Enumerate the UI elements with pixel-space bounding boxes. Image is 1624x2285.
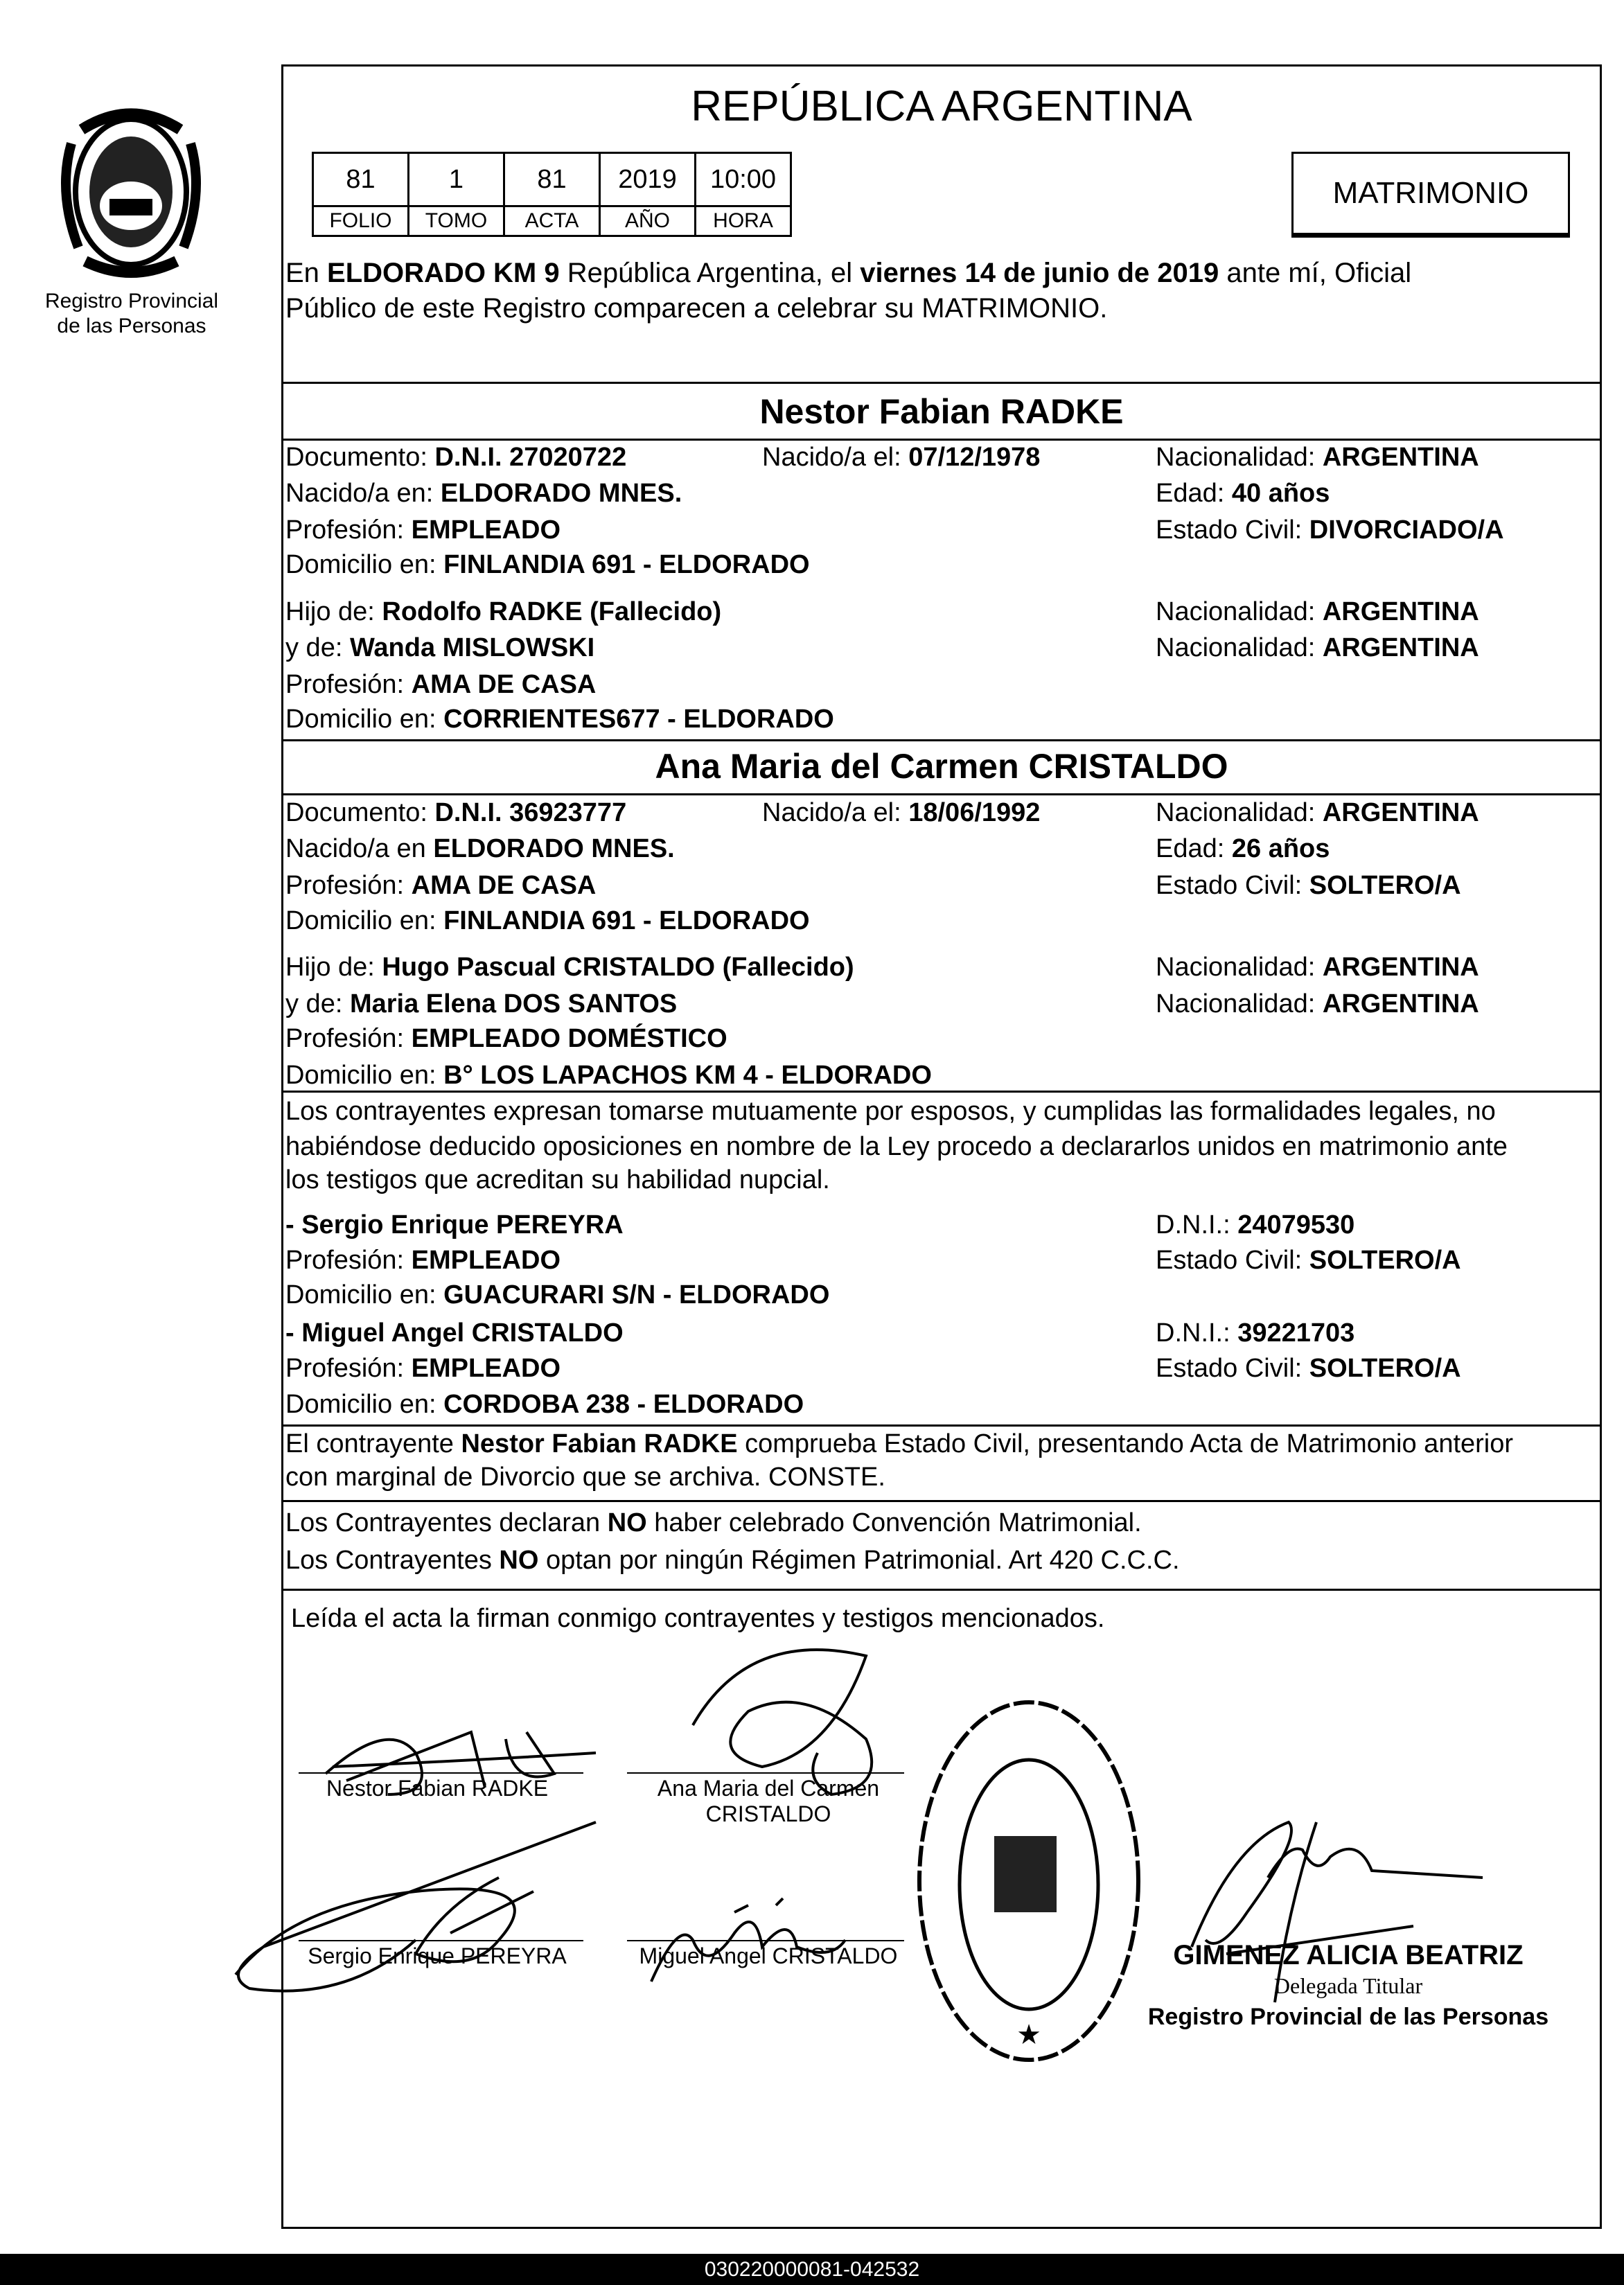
spouse2-civil-status xyxy=(1156,870,1461,901)
divider xyxy=(281,439,1602,441)
spouse1-nationality xyxy=(1156,441,1479,473)
act-type-box: MATRIMONIO xyxy=(1291,152,1570,238)
intro-text: ante mí, Oficial xyxy=(1219,258,1412,288)
value: D.N.I. 36923777 xyxy=(434,798,627,827)
signature-line xyxy=(299,1772,583,1774)
signature-line xyxy=(627,1940,904,1941)
value: Wanda MISLOWSKI xyxy=(349,633,595,662)
label: Estado Civil: xyxy=(1156,1354,1309,1383)
witness1-profession xyxy=(285,1244,561,1276)
intro-place: ELDORADO KM 9 xyxy=(327,258,560,288)
label: Nacionalidad: xyxy=(1156,443,1323,472)
note-line-1 xyxy=(285,1428,1513,1460)
spouse1-name: Nestor Fabian RADKE xyxy=(759,392,1124,431)
folio-value: 81 xyxy=(313,153,409,206)
spouse1-parent-profession xyxy=(285,669,596,700)
value: SOLTERO/A xyxy=(1309,1246,1461,1275)
tomo-label: TOMO xyxy=(409,206,504,236)
hora-label: HORA xyxy=(696,206,791,236)
declaration-line-1: Los contrayentes expresan tomarse mutuamente por esposos, y cumplidas las formalidades legales, no xyxy=(285,1097,1496,1126)
folio-label: FOLIO xyxy=(313,206,409,236)
spouse2-father-nationality xyxy=(1156,951,1479,983)
value: EMPLEADO xyxy=(411,1354,561,1383)
divider xyxy=(281,382,1602,384)
anio-value: 2019 xyxy=(600,153,696,206)
spouse1-profession xyxy=(285,514,561,546)
text: comprueba Estado Civil, presentando Acta de Matrimonio anterior xyxy=(737,1429,1514,1458)
witness2-civil-status xyxy=(1156,1352,1461,1384)
spouse2-father xyxy=(285,951,854,983)
logo-caption-2: de las Personas xyxy=(57,315,206,337)
label: Profesión: xyxy=(285,515,412,545)
text: optan por ningún Régimen Patrimonial. Art 420 C.C.C. xyxy=(538,1546,1180,1575)
witness1-civil-status xyxy=(1156,1244,1461,1276)
spouse1-father-nationality xyxy=(1156,596,1479,628)
registry-table xyxy=(312,152,792,237)
divider xyxy=(281,1091,1602,1093)
value: 39221703 xyxy=(1237,1318,1355,1348)
declaration-line-3: los testigos que acreditan su habilidad nupcial. xyxy=(285,1165,830,1194)
value: ARGENTINA xyxy=(1322,798,1479,827)
spouse2-mother xyxy=(285,988,677,1020)
intro-text: En xyxy=(285,258,328,288)
value: NO xyxy=(499,1546,539,1575)
text: Los Contrayentes xyxy=(285,1546,500,1575)
label: Profesión: xyxy=(285,1354,412,1383)
spouse1-mother xyxy=(285,632,594,664)
official-role: Delegada Titular xyxy=(1273,1973,1423,1998)
value: Nestor Fabian RADKE xyxy=(461,1429,738,1458)
label: Profesión: xyxy=(285,670,412,699)
document-barcode-number: 030220000081-042532 xyxy=(0,2254,1624,2285)
intro-line-2: Público de este Registro comparecen a celebrar su MATRIMONIO. xyxy=(285,293,1108,324)
witness2-profession xyxy=(285,1352,561,1384)
value: SOLTERO/A xyxy=(1309,1354,1461,1383)
value: ELDORADO MNES. xyxy=(433,834,675,863)
value: GUACURARI S/N - ELDORADO xyxy=(443,1280,830,1309)
signature-label-witness1: Sergio Enrique PEREYRA xyxy=(308,1943,567,1968)
value: 18/06/1992 xyxy=(908,798,1041,827)
intro-date: viernes 14 de junio de 2019 xyxy=(860,258,1219,288)
value: ARGENTINA xyxy=(1322,597,1479,626)
label: Profesión: xyxy=(285,1024,412,1053)
text: El contrayente xyxy=(285,1429,461,1458)
label: y de: xyxy=(285,633,350,662)
spouse2-nationality xyxy=(1156,797,1479,829)
spouse1-father xyxy=(285,596,721,628)
value: AMA DE CASA xyxy=(411,871,597,900)
value: Hugo Pascual CRISTALDO (Fallecido) xyxy=(382,953,854,982)
label: D.N.I.: xyxy=(1156,1210,1238,1239)
convention-line-2 xyxy=(285,1544,1180,1576)
svg-text:★: ★ xyxy=(1016,2020,1041,2050)
spouse2-parent-profession xyxy=(285,1023,727,1055)
value: D.N.I. 27020722 xyxy=(434,443,627,472)
witness1-name xyxy=(285,1209,624,1241)
label: Domicilio en: xyxy=(285,1390,444,1419)
label: Domicilio en: xyxy=(285,550,444,579)
signature-line xyxy=(627,1772,904,1774)
label: Nacido/a el: xyxy=(762,798,909,827)
convention-line-1 xyxy=(285,1507,1142,1539)
label: Nacionalidad: xyxy=(1156,798,1323,827)
label: Estado Civil: xyxy=(1156,1246,1309,1275)
spouse1-parent-address xyxy=(285,703,834,735)
value: AMA DE CASA xyxy=(411,670,597,699)
label: Profesión: xyxy=(285,1246,412,1275)
value: ARGENTINA xyxy=(1322,443,1479,472)
witness2-dni xyxy=(1156,1317,1354,1349)
spouse2-birthdate xyxy=(762,797,1040,829)
value: B° LOS LAPACHOS KM 4 - ELDORADO xyxy=(443,1061,932,1090)
value: NO xyxy=(607,1508,647,1537)
label: Nacionalidad: xyxy=(1156,597,1323,626)
value: CORDOBA 238 - ELDORADO xyxy=(443,1390,804,1419)
spouse1-age xyxy=(1156,477,1330,509)
label: Domicilio en: xyxy=(285,906,444,935)
spouse2-mother-nationality xyxy=(1156,988,1479,1020)
value: 26 años xyxy=(1231,834,1330,863)
label: Profesión: xyxy=(285,871,412,900)
value: ARGENTINA xyxy=(1322,633,1479,662)
label: y de: xyxy=(285,989,350,1018)
spouse2-birthplace xyxy=(285,833,675,865)
divider xyxy=(281,1424,1602,1427)
label: Documento: xyxy=(285,798,435,827)
spouse1-document xyxy=(285,441,626,473)
label: Domicilio en: xyxy=(285,1280,444,1309)
label: Hijo de: xyxy=(285,953,382,982)
value: 40 años xyxy=(1231,479,1330,508)
acta-value: 81 xyxy=(504,153,600,206)
tomo-value: 1 xyxy=(409,153,504,206)
value: EMPLEADO DOMÉSTICO xyxy=(411,1024,727,1053)
label: Edad: xyxy=(1156,479,1232,508)
value: SOLTERO/A xyxy=(1309,871,1461,900)
signature-label-witness2: Miguel Angel CRISTALDO xyxy=(639,1943,898,1968)
divider xyxy=(281,739,1602,741)
witness1-address xyxy=(285,1279,829,1311)
label: Nacido/a en xyxy=(285,834,434,863)
label: Edad: xyxy=(1156,834,1232,863)
value: - Miguel Angel CRISTALDO xyxy=(285,1318,624,1348)
intro-line-1 xyxy=(285,257,1411,289)
acta-label: ACTA xyxy=(504,206,600,236)
label: Documento: xyxy=(285,443,435,472)
value: FINLANDIA 691 - ELDORADO xyxy=(443,906,810,935)
witness2-address xyxy=(285,1388,804,1420)
divider xyxy=(281,1500,1602,1502)
value: 07/12/1978 xyxy=(908,443,1041,472)
label: Hijo de: xyxy=(285,597,382,626)
label: Estado Civil: xyxy=(1156,515,1309,545)
value: ARGENTINA xyxy=(1322,953,1479,982)
value: Rodolfo RADKE (Fallecido) xyxy=(382,597,722,626)
closing-text: Leída el acta la firman conmigo contrayentes y testigos mencionados. xyxy=(291,1604,1105,1633)
spouse2-parent-address xyxy=(285,1059,932,1091)
spouse1-birthplace xyxy=(285,477,682,509)
note-line-2: con marginal de Divorcio que se archiva. CONSTE. xyxy=(285,1463,885,1492)
witness1-dni xyxy=(1156,1209,1354,1241)
label: Nacido/a el: xyxy=(762,443,909,472)
signature-label-spouse2-line2: CRISTALDO xyxy=(705,1801,831,1826)
value: FINLANDIA 691 - ELDORADO xyxy=(443,550,810,579)
document-title: REPÚBLICA ARGENTINA xyxy=(691,82,1192,130)
value: ARGENTINA xyxy=(1322,989,1479,1018)
official-organization: Registro Provincial de las Personas xyxy=(1147,2004,1549,2030)
spouse1-mother-nationality xyxy=(1156,632,1479,664)
value: DIVORCIADO/A xyxy=(1309,515,1504,545)
signature-label-spouse2-line1: Ana Maria del Carmen xyxy=(657,1776,880,1801)
label: Nacido/a en: xyxy=(285,479,441,508)
intro-text: República Argentina, el xyxy=(559,258,860,288)
text: haber celebrado Convención Matrimonial. xyxy=(646,1508,1142,1537)
hora-value: 10:00 xyxy=(696,153,791,206)
logo-caption-1: Registro Provincial xyxy=(44,290,219,312)
witness2-name xyxy=(285,1317,624,1349)
official-name: GIMENEZ ALICIA BEATRIZ xyxy=(1173,1940,1524,1970)
spouse1-address xyxy=(285,549,810,581)
spouse2-name: Ana Maria del Carmen CRISTALDO xyxy=(655,747,1228,786)
signature-label-spouse1: Nestor Fabian RADKE xyxy=(326,1776,549,1801)
anio-label: AÑO xyxy=(600,206,696,236)
spouse1-birthdate xyxy=(762,441,1040,473)
spouse1-civil-status xyxy=(1156,514,1504,546)
value: CORRIENTES677 - ELDORADO xyxy=(443,705,834,734)
value: EMPLEADO xyxy=(411,515,561,545)
official-stamp xyxy=(915,1697,1143,2065)
label: Nacionalidad: xyxy=(1156,953,1323,982)
text: Los Contrayentes declaran xyxy=(285,1508,608,1537)
declaration-line-2: habiéndose deducido oposiciones en nombre de la Ley procedo a declararlos unidos en matrimonio ante xyxy=(285,1132,1508,1161)
divider xyxy=(281,793,1602,795)
label: Estado Civil: xyxy=(1156,871,1309,900)
spouse2-profession xyxy=(285,870,596,901)
value: ELDORADO MNES. xyxy=(440,479,682,508)
province-seal-logo xyxy=(44,102,219,284)
value: - Sergio Enrique PEREYRA xyxy=(285,1210,624,1239)
spouse2-address xyxy=(285,905,810,937)
label: Domicilio en: xyxy=(285,1061,444,1090)
value: Maria Elena DOS SANTOS xyxy=(349,989,678,1018)
spouse2-document xyxy=(285,797,626,829)
label: Domicilio en: xyxy=(285,705,444,734)
divider xyxy=(281,1589,1602,1591)
value: EMPLEADO xyxy=(411,1246,561,1275)
value: 24079530 xyxy=(1237,1210,1355,1239)
signature-line xyxy=(299,1940,583,1941)
spouse2-age xyxy=(1156,833,1330,865)
label: Nacionalidad: xyxy=(1156,989,1323,1018)
label: Nacionalidad: xyxy=(1156,633,1323,662)
label: D.N.I.: xyxy=(1156,1318,1238,1348)
